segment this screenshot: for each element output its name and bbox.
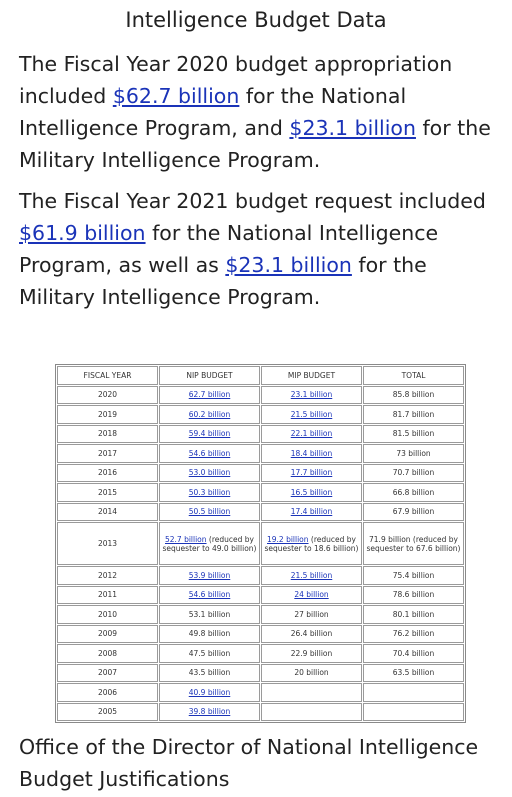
nip-budget-cell bbox=[159, 586, 260, 605]
source-footer: Office of the Director of National Intelligence Budget Justifications bbox=[19, 735, 479, 791]
table-row bbox=[57, 425, 464, 444]
table-row bbox=[57, 386, 464, 405]
table-row bbox=[57, 703, 464, 722]
fy2020-text-1: The Fiscal Year 2020 budget appropriation included bbox=[19, 52, 453, 108]
total-cell: 81.7 billion bbox=[363, 405, 464, 424]
mip-budget-cell bbox=[261, 444, 362, 463]
total-cell: 81.5 billion bbox=[363, 425, 464, 444]
fiscal-year-cell: 2008 bbox=[57, 644, 158, 663]
fiscal-year-cell: 2014 bbox=[57, 503, 158, 522]
fy2021-nip-link[interactable]: $61.9 billion bbox=[19, 221, 146, 245]
total-cell: 73 billion bbox=[363, 444, 464, 463]
fy2021-mip-link[interactable]: $23.1 billion bbox=[225, 253, 352, 277]
mip-budget-link[interactable]: 17.7 billion bbox=[290, 468, 333, 478]
nip-budget-link[interactable]: 54.6 billion bbox=[188, 590, 231, 600]
mip-budget-cell bbox=[261, 405, 362, 424]
table-row bbox=[57, 664, 464, 683]
header-total: TOTAL bbox=[363, 366, 464, 385]
table-row bbox=[57, 566, 464, 585]
nip-budget-link[interactable]: 50.5 billion bbox=[188, 507, 231, 517]
nip-budget-cell bbox=[159, 683, 260, 702]
nip-budget-cell bbox=[159, 386, 260, 405]
budget-table bbox=[55, 364, 466, 723]
table-row bbox=[57, 444, 464, 463]
fy2021-paragraph bbox=[19, 185, 505, 313]
nip-budget-cell: 43.5 billion bbox=[159, 664, 260, 683]
header-nip-budget: NIP BUDGET bbox=[159, 366, 260, 385]
table-row bbox=[57, 644, 464, 663]
table-row bbox=[57, 405, 464, 424]
fiscal-year-cell: 2017 bbox=[57, 444, 158, 463]
total-cell bbox=[363, 703, 464, 722]
fy2020-text-3: for the Military Intelligence Program. bbox=[19, 116, 491, 172]
mip-budget-link[interactable]: 24 billion bbox=[294, 590, 329, 600]
nip-budget-link[interactable]: 40.9 billion bbox=[188, 687, 231, 697]
nip-budget-link[interactable]: 39.8 billion bbox=[188, 707, 231, 717]
total-cell: 76.2 billion bbox=[363, 625, 464, 644]
fiscal-year-cell: 2011 bbox=[57, 586, 158, 605]
mip-budget-link[interactable]: 17.4 billion bbox=[290, 507, 333, 517]
nip-budget-link[interactable]: 52.7 billion bbox=[165, 534, 207, 544]
nip-budget-link[interactable]: 62.7 billion bbox=[188, 390, 231, 400]
total-cell: 67.9 billion bbox=[363, 503, 464, 522]
mip-budget-cell: 22.9 billion bbox=[261, 644, 362, 663]
total-cell bbox=[363, 683, 464, 702]
fiscal-year-cell: 2005 bbox=[57, 703, 158, 722]
mip-budget-cell bbox=[261, 586, 362, 605]
mip-budget-cell bbox=[261, 464, 362, 483]
table-row bbox=[57, 483, 464, 502]
header-mip-budget: MIP BUDGET bbox=[261, 366, 362, 385]
table-header-row bbox=[57, 366, 464, 385]
header-fiscal-year: FISCAL YEAR bbox=[57, 366, 158, 385]
mip-budget-link[interactable]: 21.5 billion bbox=[290, 409, 333, 419]
table-row bbox=[57, 625, 464, 644]
nip-budget-link[interactable]: 59.4 billion bbox=[188, 429, 231, 439]
fiscal-year-cell: 2010 bbox=[57, 605, 158, 624]
fiscal-year-cell: 2018 bbox=[57, 425, 158, 444]
mip-budget-cell bbox=[261, 683, 362, 702]
fiscal-year-cell: 2006 bbox=[57, 683, 158, 702]
mip-budget-cell: 20 billion bbox=[261, 664, 362, 683]
table-row bbox=[57, 683, 464, 702]
nip-budget-cell: 49.8 billion bbox=[159, 625, 260, 644]
mip-budget-cell bbox=[261, 386, 362, 405]
nip-budget-cell bbox=[159, 503, 260, 522]
total-cell: 70.4 billion bbox=[363, 644, 464, 663]
fy2020-nip-link[interactable]: $62.7 billion bbox=[112, 84, 240, 108]
nip-budget-link[interactable]: 54.6 billion bbox=[188, 448, 231, 458]
fiscal-year-cell: 2019 bbox=[57, 405, 158, 424]
nip-budget-cell bbox=[159, 483, 260, 502]
fy2021-text-3: for the Military Intelligence Program. bbox=[19, 253, 427, 309]
nip-budget-cell bbox=[159, 464, 260, 483]
mip-budget-cell bbox=[261, 703, 362, 722]
total-cell: 80.1 billion bbox=[363, 605, 464, 624]
nip-budget-cell: 47.5 billion bbox=[159, 644, 260, 663]
total-cell: 78.6 billion bbox=[363, 586, 464, 605]
nip-budget-cell bbox=[159, 703, 260, 722]
table-row bbox=[57, 503, 464, 522]
nip-budget-link[interactable]: 60.2 billion bbox=[188, 409, 231, 419]
table-row bbox=[57, 586, 464, 605]
nip-budget-link[interactable]: 50.3 billion bbox=[188, 487, 231, 497]
mip-budget-link[interactable]: 22.1 billion bbox=[290, 429, 333, 439]
nip-budget-cell bbox=[159, 405, 260, 424]
fiscal-year-cell: 2012 bbox=[57, 566, 158, 585]
nip-budget-note: (reduced by sequester to 49.0 billion) bbox=[162, 534, 257, 553]
table-row bbox=[57, 522, 464, 565]
nip-budget-cell bbox=[159, 444, 260, 463]
mip-budget-cell bbox=[261, 566, 362, 585]
fiscal-year-cell: 2007 bbox=[57, 664, 158, 683]
table-row bbox=[57, 605, 464, 624]
mip-budget-cell bbox=[261, 483, 362, 502]
fy2020-paragraph bbox=[19, 48, 505, 176]
mip-budget-cell bbox=[261, 425, 362, 444]
fiscal-year-cell: 2016 bbox=[57, 464, 158, 483]
nip-budget-cell bbox=[159, 566, 260, 585]
total-cell: 85.8 billion bbox=[363, 386, 464, 405]
total-cell: 66.8 billion bbox=[363, 483, 464, 502]
mip-budget-cell: 27 billion bbox=[261, 605, 362, 624]
fiscal-year-cell: 2015 bbox=[57, 483, 158, 502]
fy2020-text-2: for the National Intelligence Program, and bbox=[19, 84, 407, 140]
mip-budget-link[interactable]: 21.5 billion bbox=[290, 570, 333, 580]
fy2020-mip-link[interactable]: $23.1 billion bbox=[289, 116, 416, 140]
fy2021-text-1: The Fiscal Year 2021 budget request included bbox=[19, 189, 486, 213]
table-body bbox=[57, 386, 464, 722]
nip-budget-cell bbox=[159, 425, 260, 444]
fiscal-year-cell: 2013 bbox=[57, 522, 158, 565]
fiscal-year-cell: 2020 bbox=[57, 386, 158, 405]
mip-budget-cell bbox=[261, 522, 362, 565]
nip-budget-link[interactable]: 53.0 billion bbox=[188, 468, 231, 478]
mip-budget-link[interactable]: 18.4 billion bbox=[290, 448, 333, 458]
fy2021-text-2: for the National Intelligence Program, as well as bbox=[19, 221, 439, 277]
table-row bbox=[57, 464, 464, 483]
total-cell: 70.7 billion bbox=[363, 464, 464, 483]
nip-budget-cell bbox=[159, 522, 260, 565]
mip-budget-note: (reduced by sequester to 18.6 billion) bbox=[264, 534, 359, 553]
nip-budget-link[interactable]: 53.9 billion bbox=[188, 570, 231, 580]
total-cell: 71.9 billion (reduced by sequester to 67.6 billion) bbox=[363, 522, 464, 565]
mip-budget-link[interactable]: 19.2 billion bbox=[267, 534, 309, 544]
nip-budget-cell: 53.1 billion bbox=[159, 605, 260, 624]
mip-budget-link[interactable]: 23.1 billion bbox=[290, 390, 333, 400]
fiscal-year-cell: 2009 bbox=[57, 625, 158, 644]
mip-budget-cell: 26.4 billion bbox=[261, 625, 362, 644]
mip-budget-cell bbox=[261, 503, 362, 522]
mip-budget-link[interactable]: 16.5 billion bbox=[290, 487, 333, 497]
total-cell: 75.4 billion bbox=[363, 566, 464, 585]
total-cell: 63.5 billion bbox=[363, 664, 464, 683]
page-title: Intelligence Budget Data bbox=[125, 8, 387, 32]
